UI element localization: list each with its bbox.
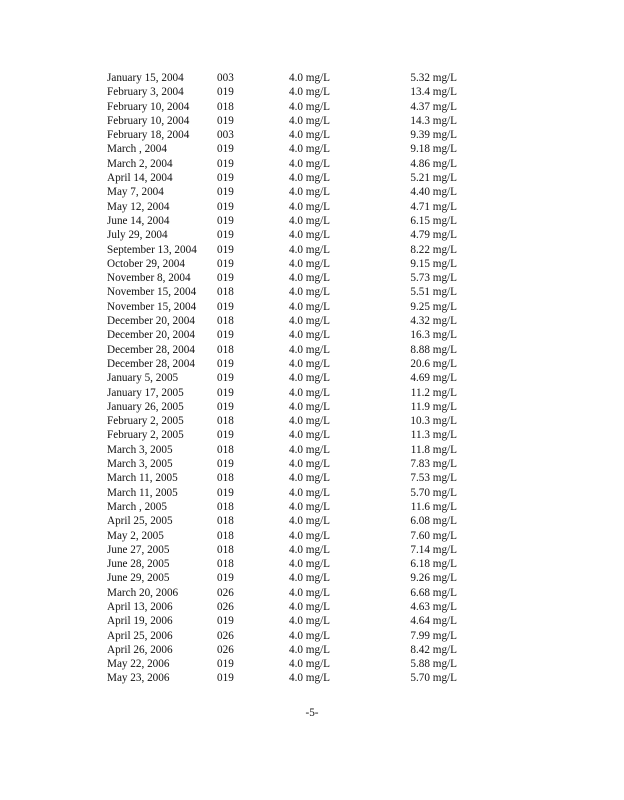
date-cell: January 17, 2005 bbox=[107, 386, 184, 399]
result-cell: 7.99 mg/L bbox=[410, 629, 457, 642]
limit-cell: 4.0 mg/L bbox=[289, 458, 331, 471]
outfall-cell: 018 bbox=[217, 415, 234, 428]
result-cell: 5.70 mg/L bbox=[410, 486, 457, 499]
result-cell: 6.08 mg/L bbox=[410, 515, 457, 528]
outfall-cell: 018 bbox=[217, 543, 234, 556]
outfall-cell: 019 bbox=[217, 386, 234, 399]
limit-cell: 4.0 mg/L bbox=[289, 429, 331, 442]
limit-cell: 4.0 mg/L bbox=[289, 615, 331, 628]
date-cell: December 20, 2004 bbox=[107, 315, 195, 328]
date-cell: November 8, 2004 bbox=[107, 272, 191, 285]
date-cell: May 23, 2006 bbox=[107, 672, 170, 685]
limit-cell: 4.0 mg/L bbox=[289, 243, 331, 256]
date-cell: March 11, 2005 bbox=[107, 486, 178, 499]
outfall-cell: 019 bbox=[217, 672, 234, 685]
date-cell: October 29, 2004 bbox=[107, 257, 185, 270]
outfall-cell: 026 bbox=[217, 629, 234, 642]
outfall-cell: 019 bbox=[217, 372, 234, 385]
result-cell: 11.2 mg/L bbox=[410, 386, 457, 399]
outfall-cell: 019 bbox=[217, 572, 234, 585]
limit-cell: 4.0 mg/L bbox=[289, 186, 331, 199]
limit-cell: 4.0 mg/L bbox=[289, 315, 331, 328]
outfall-cell: 018 bbox=[217, 343, 234, 356]
date-cell: June 14, 2004 bbox=[107, 214, 170, 227]
outfall-cell: 018 bbox=[217, 315, 234, 328]
limit-cell: 4.0 mg/L bbox=[289, 257, 331, 270]
date-cell: May 2, 2005 bbox=[107, 529, 164, 542]
result-cell: 11.3 mg/L bbox=[410, 429, 457, 442]
table-row bbox=[107, 443, 467, 457]
result-cell: 7.60 mg/L bbox=[410, 529, 457, 542]
table-row bbox=[107, 629, 467, 643]
outfall-cell: 019 bbox=[217, 214, 234, 227]
limit-cell: 4.0 mg/L bbox=[289, 229, 331, 242]
table-row bbox=[107, 614, 467, 628]
result-cell: 5.88 mg/L bbox=[410, 658, 457, 671]
table-row bbox=[107, 514, 467, 528]
table-row bbox=[107, 671, 467, 685]
table-row bbox=[107, 171, 467, 185]
table-row bbox=[107, 343, 467, 357]
exceedance-table bbox=[107, 71, 467, 686]
date-cell: February 18, 2004 bbox=[107, 129, 190, 142]
date-cell: June 28, 2005 bbox=[107, 558, 170, 571]
table-row bbox=[107, 500, 467, 514]
table-row bbox=[107, 142, 467, 156]
table-row bbox=[107, 386, 467, 400]
result-cell: 4.64 mg/L bbox=[410, 615, 457, 628]
outfall-cell: 026 bbox=[217, 600, 234, 613]
result-cell: 9.25 mg/L bbox=[410, 300, 457, 313]
outfall-cell: 019 bbox=[217, 300, 234, 313]
result-cell: 14.3 mg/L bbox=[410, 114, 457, 127]
limit-cell: 4.0 mg/L bbox=[289, 586, 331, 599]
date-cell: November 15, 2004 bbox=[107, 300, 197, 313]
date-cell: January 5, 2005 bbox=[107, 372, 179, 385]
outfall-cell: 018 bbox=[217, 286, 234, 299]
limit-cell: 4.0 mg/L bbox=[289, 357, 331, 370]
limit-cell: 4.0 mg/L bbox=[289, 129, 331, 142]
result-cell: 8.22 mg/L bbox=[410, 243, 457, 256]
outfall-cell: 019 bbox=[217, 272, 234, 285]
date-cell: March , 2004 bbox=[107, 143, 167, 156]
outfall-cell: 019 bbox=[217, 200, 234, 213]
limit-cell: 4.0 mg/L bbox=[289, 658, 331, 671]
result-cell: 5.32 mg/L bbox=[410, 72, 457, 84]
outfall-cell: 019 bbox=[217, 86, 234, 99]
limit-cell: 4.0 mg/L bbox=[289, 143, 331, 156]
table-row bbox=[107, 600, 467, 614]
page-number: -5- bbox=[305, 707, 319, 719]
date-cell: February 2, 2005 bbox=[107, 415, 184, 428]
table-row bbox=[107, 128, 467, 142]
limit-cell: 4.0 mg/L bbox=[289, 500, 331, 513]
result-cell: 4.32 mg/L bbox=[410, 315, 457, 328]
outfall-cell: 019 bbox=[217, 143, 234, 156]
outfall-cell: 003 bbox=[217, 72, 234, 84]
date-cell: March 20, 2006 bbox=[107, 586, 179, 599]
result-cell: 5.21 mg/L bbox=[410, 172, 457, 185]
result-cell: 13.4 mg/L bbox=[410, 86, 457, 99]
result-cell: 4.86 mg/L bbox=[410, 157, 457, 170]
limit-cell: 4.0 mg/L bbox=[289, 100, 331, 113]
date-cell: March , 2005 bbox=[107, 500, 167, 513]
result-cell: 4.71 mg/L bbox=[410, 200, 457, 213]
limit-cell: 4.0 mg/L bbox=[289, 272, 331, 285]
table-row bbox=[107, 257, 467, 271]
outfall-cell: 018 bbox=[217, 558, 234, 571]
date-cell: November 15, 2004 bbox=[107, 286, 197, 299]
table-row bbox=[107, 543, 467, 557]
outfall-cell: 019 bbox=[217, 329, 234, 342]
outfall-cell: 018 bbox=[217, 472, 234, 485]
limit-cell: 4.0 mg/L bbox=[289, 529, 331, 542]
table-row bbox=[107, 114, 467, 128]
result-cell: 4.63 mg/L bbox=[410, 600, 457, 613]
limit-cell: 4.0 mg/L bbox=[289, 643, 331, 656]
date-cell: January 15, 2004 bbox=[107, 72, 184, 84]
date-cell: April 25, 2005 bbox=[107, 515, 173, 528]
outfall-cell: 019 bbox=[217, 172, 234, 185]
table-row bbox=[107, 200, 467, 214]
outfall-cell: 019 bbox=[217, 429, 234, 442]
date-cell: March 11, 2005 bbox=[107, 472, 178, 485]
result-cell: 11.6 mg/L bbox=[410, 500, 457, 513]
result-cell: 5.51 mg/L bbox=[410, 286, 457, 299]
table-row bbox=[107, 414, 467, 428]
outfall-cell: 019 bbox=[217, 658, 234, 671]
limit-cell: 4.0 mg/L bbox=[289, 200, 331, 213]
limit-cell: 4.0 mg/L bbox=[289, 286, 331, 299]
date-cell: May 7, 2004 bbox=[107, 186, 164, 199]
result-cell: 4.79 mg/L bbox=[410, 229, 457, 242]
outfall-cell: 026 bbox=[217, 586, 234, 599]
table-row bbox=[107, 486, 467, 500]
outfall-cell: 018 bbox=[217, 100, 234, 113]
limit-cell: 4.0 mg/L bbox=[289, 600, 331, 613]
result-cell: 4.40 mg/L bbox=[410, 186, 457, 199]
outfall-cell: 019 bbox=[217, 186, 234, 199]
result-cell: 10.3 mg/L bbox=[410, 415, 457, 428]
outfall-cell: 019 bbox=[217, 400, 234, 413]
result-cell: 4.37 mg/L bbox=[410, 100, 457, 113]
limit-cell: 4.0 mg/L bbox=[289, 515, 331, 528]
limit-cell: 4.0 mg/L bbox=[289, 214, 331, 227]
date-cell: December 20, 2004 bbox=[107, 329, 195, 342]
date-cell: December 28, 2004 bbox=[107, 357, 195, 370]
result-cell: 16.3 mg/L bbox=[410, 329, 457, 342]
outfall-cell: 026 bbox=[217, 643, 234, 656]
table-row bbox=[107, 285, 467, 299]
result-cell: 11.9 mg/L bbox=[410, 400, 457, 413]
limit-cell: 4.0 mg/L bbox=[289, 629, 331, 642]
result-cell: 9.39 mg/L bbox=[410, 129, 457, 142]
outfall-cell: 019 bbox=[217, 114, 234, 127]
table-row bbox=[107, 457, 467, 471]
limit-cell: 4.0 mg/L bbox=[289, 558, 331, 571]
date-cell: June 27, 2005 bbox=[107, 543, 170, 556]
date-cell: January 26, 2005 bbox=[107, 400, 184, 413]
result-cell: 4.69 mg/L bbox=[410, 372, 457, 385]
date-cell: June 29, 2005 bbox=[107, 572, 170, 585]
limit-cell: 4.0 mg/L bbox=[289, 329, 331, 342]
limit-cell: 4.0 mg/L bbox=[289, 172, 331, 185]
date-cell: March 3, 2005 bbox=[107, 443, 173, 456]
result-cell: 7.14 mg/L bbox=[410, 543, 457, 556]
table-row bbox=[107, 657, 467, 671]
outfall-cell: 018 bbox=[217, 500, 234, 513]
limit-cell: 4.0 mg/L bbox=[289, 572, 331, 585]
outfall-cell: 019 bbox=[217, 458, 234, 471]
table-row bbox=[107, 100, 467, 114]
result-cell: 6.18 mg/L bbox=[410, 558, 457, 571]
outfall-cell: 018 bbox=[217, 529, 234, 542]
table-row bbox=[107, 300, 467, 314]
result-cell: 6.15 mg/L bbox=[410, 214, 457, 227]
table-row bbox=[107, 471, 467, 485]
table-row bbox=[107, 328, 467, 342]
limit-cell: 4.0 mg/L bbox=[289, 672, 331, 685]
result-cell: 11.8 mg/L bbox=[410, 443, 457, 456]
result-cell: 5.73 mg/L bbox=[410, 272, 457, 285]
table-row bbox=[107, 357, 467, 371]
date-cell: December 28, 2004 bbox=[107, 343, 195, 356]
date-cell: March 3, 2005 bbox=[107, 458, 173, 471]
outfall-cell: 018 bbox=[217, 443, 234, 456]
limit-cell: 4.0 mg/L bbox=[289, 543, 331, 556]
date-cell: September 13, 2004 bbox=[107, 243, 197, 256]
table-row bbox=[107, 271, 467, 285]
result-cell: 8.88 mg/L bbox=[410, 343, 457, 356]
limit-cell: 4.0 mg/L bbox=[289, 343, 331, 356]
result-cell: 9.26 mg/L bbox=[410, 572, 457, 585]
date-cell: April 25, 2006 bbox=[107, 629, 173, 642]
outfall-cell: 019 bbox=[217, 486, 234, 499]
date-cell: May 22, 2006 bbox=[107, 658, 170, 671]
date-cell: April 19, 2006 bbox=[107, 615, 173, 628]
table-row bbox=[107, 157, 467, 171]
result-cell: 5.70 mg/L bbox=[410, 672, 457, 685]
outfall-cell: 019 bbox=[217, 157, 234, 170]
result-cell: 9.15 mg/L bbox=[410, 257, 457, 270]
table-row bbox=[107, 557, 467, 571]
table-row bbox=[107, 371, 467, 385]
table-row bbox=[107, 586, 467, 600]
limit-cell: 4.0 mg/L bbox=[289, 443, 331, 456]
result-cell: 9.18 mg/L bbox=[410, 143, 457, 156]
table-row bbox=[107, 243, 467, 257]
date-cell: February 2, 2005 bbox=[107, 429, 184, 442]
limit-cell: 4.0 mg/L bbox=[289, 415, 331, 428]
date-cell: February 10, 2004 bbox=[107, 100, 190, 113]
result-cell: 8.42 mg/L bbox=[410, 643, 457, 656]
outfall-cell: 019 bbox=[217, 357, 234, 370]
outfall-cell: 019 bbox=[217, 257, 234, 270]
date-cell: May 12, 2004 bbox=[107, 200, 170, 213]
date-cell: February 3, 2004 bbox=[107, 86, 184, 99]
table-row bbox=[107, 185, 467, 199]
limit-cell: 4.0 mg/L bbox=[289, 386, 331, 399]
limit-cell: 4.0 mg/L bbox=[289, 372, 331, 385]
outfall-cell: 018 bbox=[217, 515, 234, 528]
table-row bbox=[107, 643, 467, 657]
limit-cell: 4.0 mg/L bbox=[289, 486, 331, 499]
limit-cell: 4.0 mg/L bbox=[289, 300, 331, 313]
date-cell: April 14, 2004 bbox=[107, 172, 173, 185]
table-row bbox=[107, 571, 467, 585]
table-row bbox=[107, 314, 467, 328]
limit-cell: 4.0 mg/L bbox=[289, 400, 331, 413]
limit-cell: 4.0 mg/L bbox=[289, 472, 331, 485]
result-cell: 20.6 mg/L bbox=[410, 357, 457, 370]
result-cell: 7.53 mg/L bbox=[410, 472, 457, 485]
date-cell: March 2, 2004 bbox=[107, 157, 173, 170]
limit-cell: 4.0 mg/L bbox=[289, 86, 331, 99]
outfall-cell: 019 bbox=[217, 229, 234, 242]
result-cell: 7.83 mg/L bbox=[410, 458, 457, 471]
date-cell: April 13, 2006 bbox=[107, 600, 173, 613]
table-row bbox=[107, 214, 467, 228]
table-row bbox=[107, 400, 467, 414]
outfall-cell: 019 bbox=[217, 615, 234, 628]
table-row bbox=[107, 428, 467, 442]
date-cell: February 10, 2004 bbox=[107, 114, 190, 127]
limit-cell: 4.0 mg/L bbox=[289, 157, 331, 170]
table-row bbox=[107, 85, 467, 99]
date-cell: April 26, 2006 bbox=[107, 643, 173, 656]
outfall-cell: 003 bbox=[217, 129, 234, 142]
result-cell: 6.68 mg/L bbox=[410, 586, 457, 599]
date-cell: July 29, 2004 bbox=[107, 229, 168, 242]
table-row bbox=[107, 529, 467, 543]
outfall-cell: 019 bbox=[217, 243, 234, 256]
table-row bbox=[107, 71, 467, 85]
limit-cell: 4.0 mg/L bbox=[289, 114, 331, 127]
table-row bbox=[107, 228, 467, 242]
limit-cell: 4.0 mg/L bbox=[289, 72, 331, 84]
